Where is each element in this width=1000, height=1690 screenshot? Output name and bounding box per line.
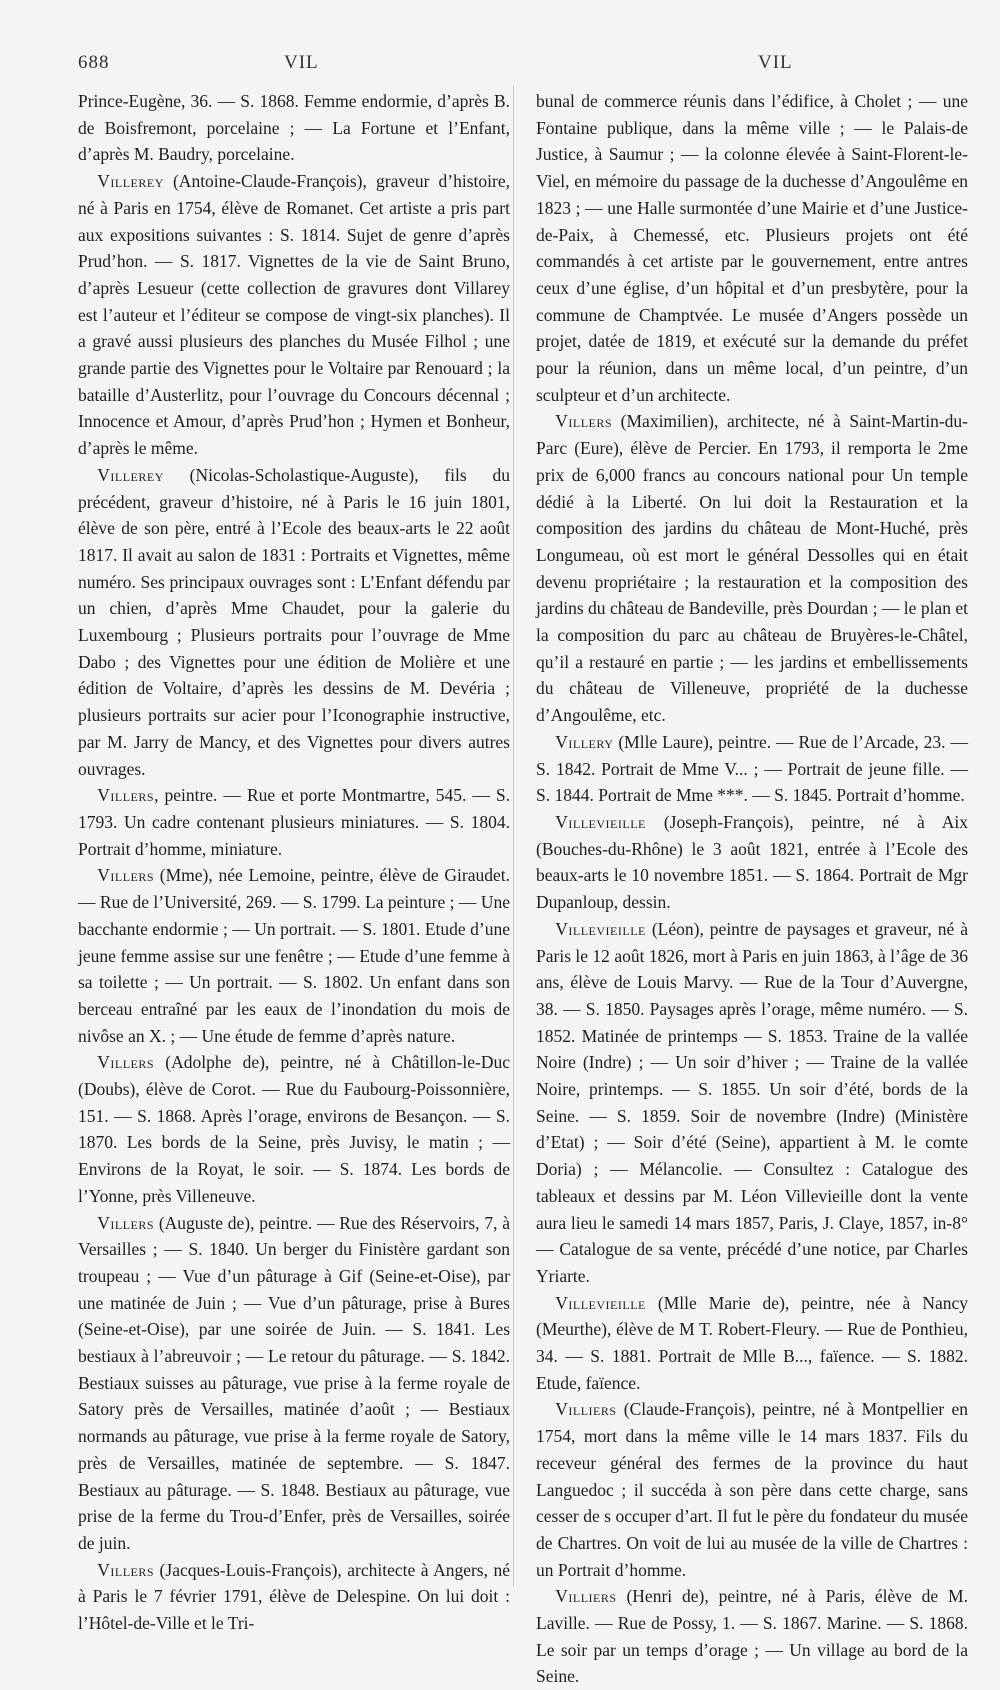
entry-name: Villiers	[555, 1586, 617, 1607]
entry-name: Villery	[555, 731, 614, 752]
entry-name: Villiers	[555, 1399, 617, 1420]
entry-text: bunal de commerce réunis dans l’édifice, à Cholet ; — une Fontaine publique, dans la même ville ; — le Palais-de Justice, à Saumur ; — la colonne élevée à Saint-Florent-le-Viel, en mémoire du passage de la duchesse d’Angoulême en 1823 ; — une Halle surmontée d’une Mairie et d’une Justice-de-Paix, à Chemessé, etc. Plusieurs projets ont été commandés à cet artiste par le gouvernement, entre antres ceux d’une église, d’un hôpital et d’un presbytère, pour la commune de Champtvée. Le musée d’Angers possède un projet, datée de 1819, et exécuté sur la demande du préfet pour la réunion, dans un même local, d’un peintre, d’un sculpteur et d’un architecte.	[536, 91, 968, 405]
entry	[78, 1210, 510, 1557]
entry-name: Villevieille	[555, 1292, 646, 1313]
entry-name: Villerey	[97, 464, 164, 485]
entry-text: (Adolphe de), peintre, né à Châtillon-le-Duc (Doubs), élève de Corot. — Rue du Faubourg-Poissonnière, 151. — S. 1868. Après l’orage, environs de Besançon. — S. 1870. Les bords de la Seine, près Juvisy, le matin ; — Environs de la Royat, le soir. — S. 1874. Les bords de l’Yonne, près Villeneuve.	[78, 1052, 510, 1206]
entry-name: Villers	[97, 1559, 155, 1580]
entry-text: (Nicolas-Scholastique-Auguste), fils du précédent, graveur d’histoire, né à Paris le 16 juin 1801, élève de son père, entré à l’Ecole des beaux-arts le 22 août 1817. Il avait au salon de 1831 : Portraits et Vignettes, même numéro. Ses principaux ouvrages sont : L’Enfant défendu par un chien, d’après Mme Chaudet, pour la galerie du Luxembourg ; Plusieurs portraits pour l’ouvrage de Mme Dabo ; des Vignettes pour une édition de Molière et une édition de Voltaire, d’après les dessins de M. Devéria ; plusieurs portraits sur acier pour l’Iconographie instructive, par M. Jarry de Mancy, et des Vignettes pour divers autres ouvrages.	[78, 464, 510, 779]
entry-name: Villers	[555, 411, 613, 432]
entry-text: (Mme), née Lemoine, peintre, élève de Giraudet. — Rue de l’Université, 269. — S. 1799. La peinture ; — Une bacchante endormie ; — Un portrait. — S. 1801. Etude d’une jeune femme assise sur une fenêtre ; — Etude d’une femme à sa toilette ; — Un portrait. — S. 1802. Un enfant dans son berceau entraîné par les eaux de l’inondation du mois de nivôse an X. ; — Une étude de femme d’après nature.	[78, 865, 510, 1046]
entry-text: (Jacques-Louis-François), architecte à Angers, né à Paris le 7 février 1791, élève de Delespine. On lui doit : l’Hôtel-de-Ville et le Tri-	[78, 1559, 510, 1634]
entry-text: , peintre. — Rue et porte Montmartre, 545. — S. 1793. Un cadre contenant plusieurs miniatures. — S. 1804. Portrait d’homme, miniature.	[78, 785, 510, 859]
entry-name: Villevieille	[555, 811, 646, 832]
entry	[536, 1583, 968, 1690]
entry-text: (Joseph-François), peintre, né à Aix (Bouches-du-Rhône) le 3 août 1821, entrée à l’Ecole des beaux-arts le 10 novembre 1851. — S. 1864. Portrait de Mgr Dupanloup, dessin.	[536, 811, 968, 913]
entry	[536, 916, 968, 1290]
entry	[536, 729, 968, 809]
entry-name: Villers	[97, 1052, 155, 1073]
entry	[78, 168, 510, 462]
running-head-left: VIL	[284, 52, 319, 73]
entry	[78, 782, 510, 862]
entry-text: (Mlle Marie de), peintre, née à Nancy (Meurthe), élève de M T. Robert-Fleury. — Rue de Ponthieu, 34. — S. 1881. Portrait de Mlle B..., faïence. — S. 1882. Etude, faïence.	[536, 1292, 968, 1393]
entry	[536, 1290, 968, 1397]
left-column	[78, 88, 510, 1637]
entry	[78, 1557, 510, 1637]
entry-name: Villers	[97, 785, 155, 806]
entry-text: (Léon), peintre de paysages et graveur, né à Paris le 12 août 1826, mort à Paris en juin 1863, à l’âge de 36 ans, élève de Louis Marvy. — Rue de la Tour d’Auvergne, 38. — S. 1850. Paysages après l’orage, même numéro. — S. 1852. Matinée de printemps — S. 1853. Traine de la vallée Noire (Indre) ; — Un soir d’hiver ; — Traine de la vallée Noire, printemps. — S. 1855. Un soir d’été, bords de la Seine. — S. 1859. Soir de novembre (Indre) (Ministère d’Etat) ; — Soir d’été (Seine), appartient à M. le comte Doria) ; — Mélancolie. — Consultez : Catalogue des tableaux et dessins par M. Léon Villevieille dont la vente aura lieu le samedi 14 mars 1857, Paris, J. Claye, 1857, in-8° — Catalogue de sa vente, précédé d’une notice, par Charles Yriarte.	[536, 918, 968, 1286]
entry	[536, 408, 968, 728]
entry-text: Prince-Eugène, 36. — S. 1868. Femme endormie, d’après B. de Boisfremont, porcelaine ; — La Fortune et l’Enfant, d’après M. Baudry, porcelaine.	[78, 91, 510, 165]
entry	[78, 1049, 510, 1209]
entry-name: Villerey	[97, 171, 164, 192]
entry	[536, 809, 968, 916]
entry	[78, 862, 510, 1049]
running-head-right: VIL	[758, 52, 793, 73]
entry-name: Villers	[97, 1212, 155, 1233]
entry	[78, 462, 510, 782]
column-divider	[513, 86, 514, 1586]
entry-text: (Maximilien), architecte, né à Saint-Martin-du-Parc (Eure), élève de Percier. En 1793, il remporta le 2me prix de 6,000 francs au concours national pour Un temple dédié à la Liberté. On lui doit la Restauration et la composition des jardins du château de Mont-Huché, près Longumeau, où est mort le général Dessolles qui en était devenu propriétaire ; la restauration et la composition des jardins du château de Bandeville, près Dourdan ; — le plan et la composition du parc au château de Bruyères-le-Châtel, qu’il a restauré en partie ; — les jardins et embellissements du château de Villeneuve, propriété de la duchesse d’Angoulême, etc.	[536, 411, 968, 726]
entry-text: (Antoine-Claude-François), graveur d’histoire, né à Paris en 1754, élève de Romanet. Cet artiste a pris part aux expositions suivantes : S. 1814. Sujet de genre d’après Prud’hon. — S. 1817. Vignettes de la vie de Saint Bruno, d’après Lesueur (cette collection de gravures dont Villarey est l’auteur et l’éditeur se compose de vingt-six planches). Il a gravé aussi plusieurs des planches du Musée Filhol ; une grande partie des Vignettes pour le Voltaire par Renouard ; la bataille d’Austerlitz, pour l’ouvrage du Concours décennal ; Innocence et Amour, d’après Prud’hon ; Hymen et Bonheur, d’après le même.	[78, 171, 510, 459]
entry	[536, 1396, 968, 1583]
entry-text: (Henri de), peintre, né à Paris, élève de M. Laville. — Rue de Possy, 1. — S. 1867. Marine. — S. 1868. Le soir par un temps d’orage ; — Un village au bord de la Seine.	[536, 1586, 968, 1687]
right-column	[536, 88, 968, 1690]
entry-name: Villers	[97, 865, 155, 886]
entry-text: (Mlle Laure), peintre. — Rue de l’Arcade, 23. — S. 1842. Portrait de Mme V... ; — Portrait de jeune fille. — S. 1844. Portrait de Mme ***. — S. 1845. Portrait d’homme.	[536, 731, 968, 806]
entry-text: (Auguste de), peintre. — Rue des Réservoirs, 7, à Versailles ; — S. 1840. Un berger du Finistère gardant son troupeau ; — Vue d’un pâturage à Gif (Seine-et-Oise), par une matinée de Juin ; — Vue d’un pâturage, prise à Bures (Seine-et-Oise), par une soirée de Juin. — S. 1841. Les bestiaux à l’abreuvoir ; — Le retour du pâturage. — S. 1842. Bestiaux suisses au pâturage, vue prise à la ferme royale de Satory près de Versailles, matinée d’août ; — Bestiaux normands au pâturage, vue prise à la ferme royale de Satory, près de Versailles, matinée de septembre. — S. 1847. Bestiaux au pâturage. — S. 1848. Bestiaux au pâturage, vue prise de la ferme du Trou-d’Enfer, près de Versailles, soirée de juin.	[78, 1212, 510, 1553]
entry-text: (Claude-François), peintre, né à Montpellier en 1754, mort dans la même ville le 14 mars 1837. Fils du receveur général des fermes de la province du haut Languedoc ; il succéda à son père dans cette charge, sans cesser de s occuper d’art. Il fut le père du fondateur du musée de Chartres. On voit de lui au musée de la ville de Chartres : un Portrait d’homme.	[536, 1399, 968, 1580]
entry	[536, 88, 968, 408]
entry	[78, 88, 510, 168]
entry-name: Villevieille	[555, 918, 646, 939]
page-number: 688	[78, 52, 110, 73]
